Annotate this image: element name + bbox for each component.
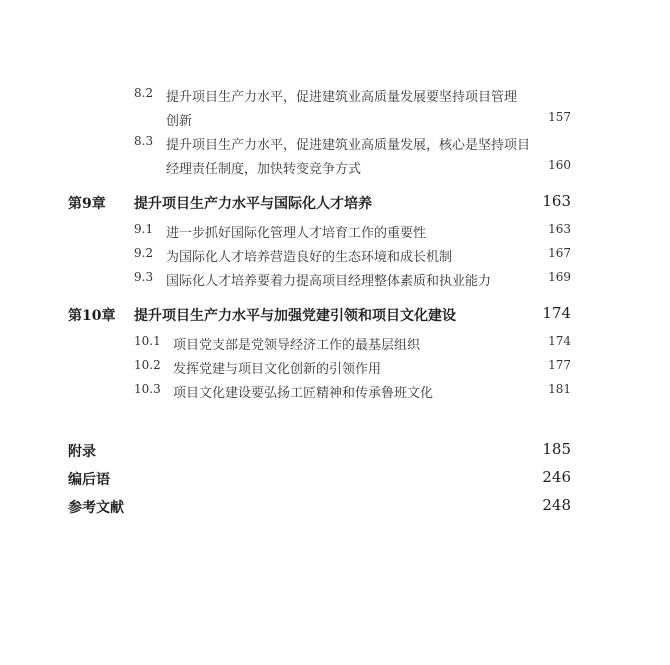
section-title: 进一步抓好国际化管理人才培育工作的重要性 [166,226,427,241]
section-number: 9.3 [134,270,154,284]
chapter-number: 第9章 [68,196,106,212]
chapter-page: 174 [542,304,571,322]
chapter-page: 163 [542,192,571,210]
toc-section-9-1[interactable] [0,222,670,240]
toc-chapter-9[interactable] [0,193,670,215]
section-title: 项目文化建设要弘扬工匠精神和传承鲁班文化 [173,386,434,401]
section-number: 9.1 [134,222,154,236]
section-page: 174 [548,334,571,348]
section-number: 9.2 [134,246,154,260]
section-page: 167 [548,246,571,260]
back-matter-page: 185 [542,440,571,458]
toc-afterword[interactable] [0,469,670,491]
section-number: 8.2 [134,86,154,100]
toc-section-8-2[interactable] [0,86,670,129]
chapter-title: 提升项目生产力水平与加强党建引领和项目文化建设 [134,308,456,324]
section-number: 8.3 [134,134,154,148]
chapter-number: 第10章 [68,308,116,324]
section-title-line1: 提升项目生产力水平，促进建筑业高质量发展，核心是坚持项目 [166,138,531,153]
section-title-line2: 创新 [166,114,193,129]
back-matter-title: 附录 [68,444,96,460]
section-title: 项目党支部是党领导经济工作的最基层组织 [173,338,421,353]
section-page: 157 [548,110,571,124]
section-title: 发挥党建与项目文化创新的引领作用 [173,362,382,377]
section-number: 10.3 [134,382,161,396]
section-page: 181 [548,382,571,396]
toc-section-9-2[interactable] [0,246,670,264]
section-title: 国际化人才培养要着力提高项目经理整体素质和执业能力 [166,274,492,289]
back-matter-page: 248 [542,496,571,514]
section-number: 10.2 [134,358,161,372]
toc-chapter-10[interactable] [0,305,670,327]
toc-appendix[interactable] [0,441,670,463]
section-page: 169 [548,270,571,284]
section-title-line2: 经理责任制度，加快转变竞争方式 [166,162,362,177]
toc-references[interactable] [0,497,670,519]
section-title: 为国际化人才培养营造良好的生态环境和成长机制 [166,250,453,265]
section-page: 160 [548,158,571,172]
section-page: 163 [548,222,571,236]
section-page: 177 [548,358,571,372]
toc-section-8-3[interactable] [0,134,670,177]
back-matter-page: 246 [542,468,571,486]
chapter-title: 提升项目生产力水平与国际化人才培养 [134,196,372,212]
back-matter-title: 编后语 [68,472,110,488]
section-number: 10.1 [134,334,161,348]
toc-section-10-1[interactable] [0,334,670,352]
toc-section-10-3[interactable] [0,382,670,400]
toc-section-9-3[interactable] [0,270,670,288]
toc-section-10-2[interactable] [0,358,670,376]
section-title-line1: 提升项目生产力水平，促进建筑业高质量发展要坚持项目管理 [166,90,518,105]
back-matter-title: 参考文献 [68,500,124,516]
